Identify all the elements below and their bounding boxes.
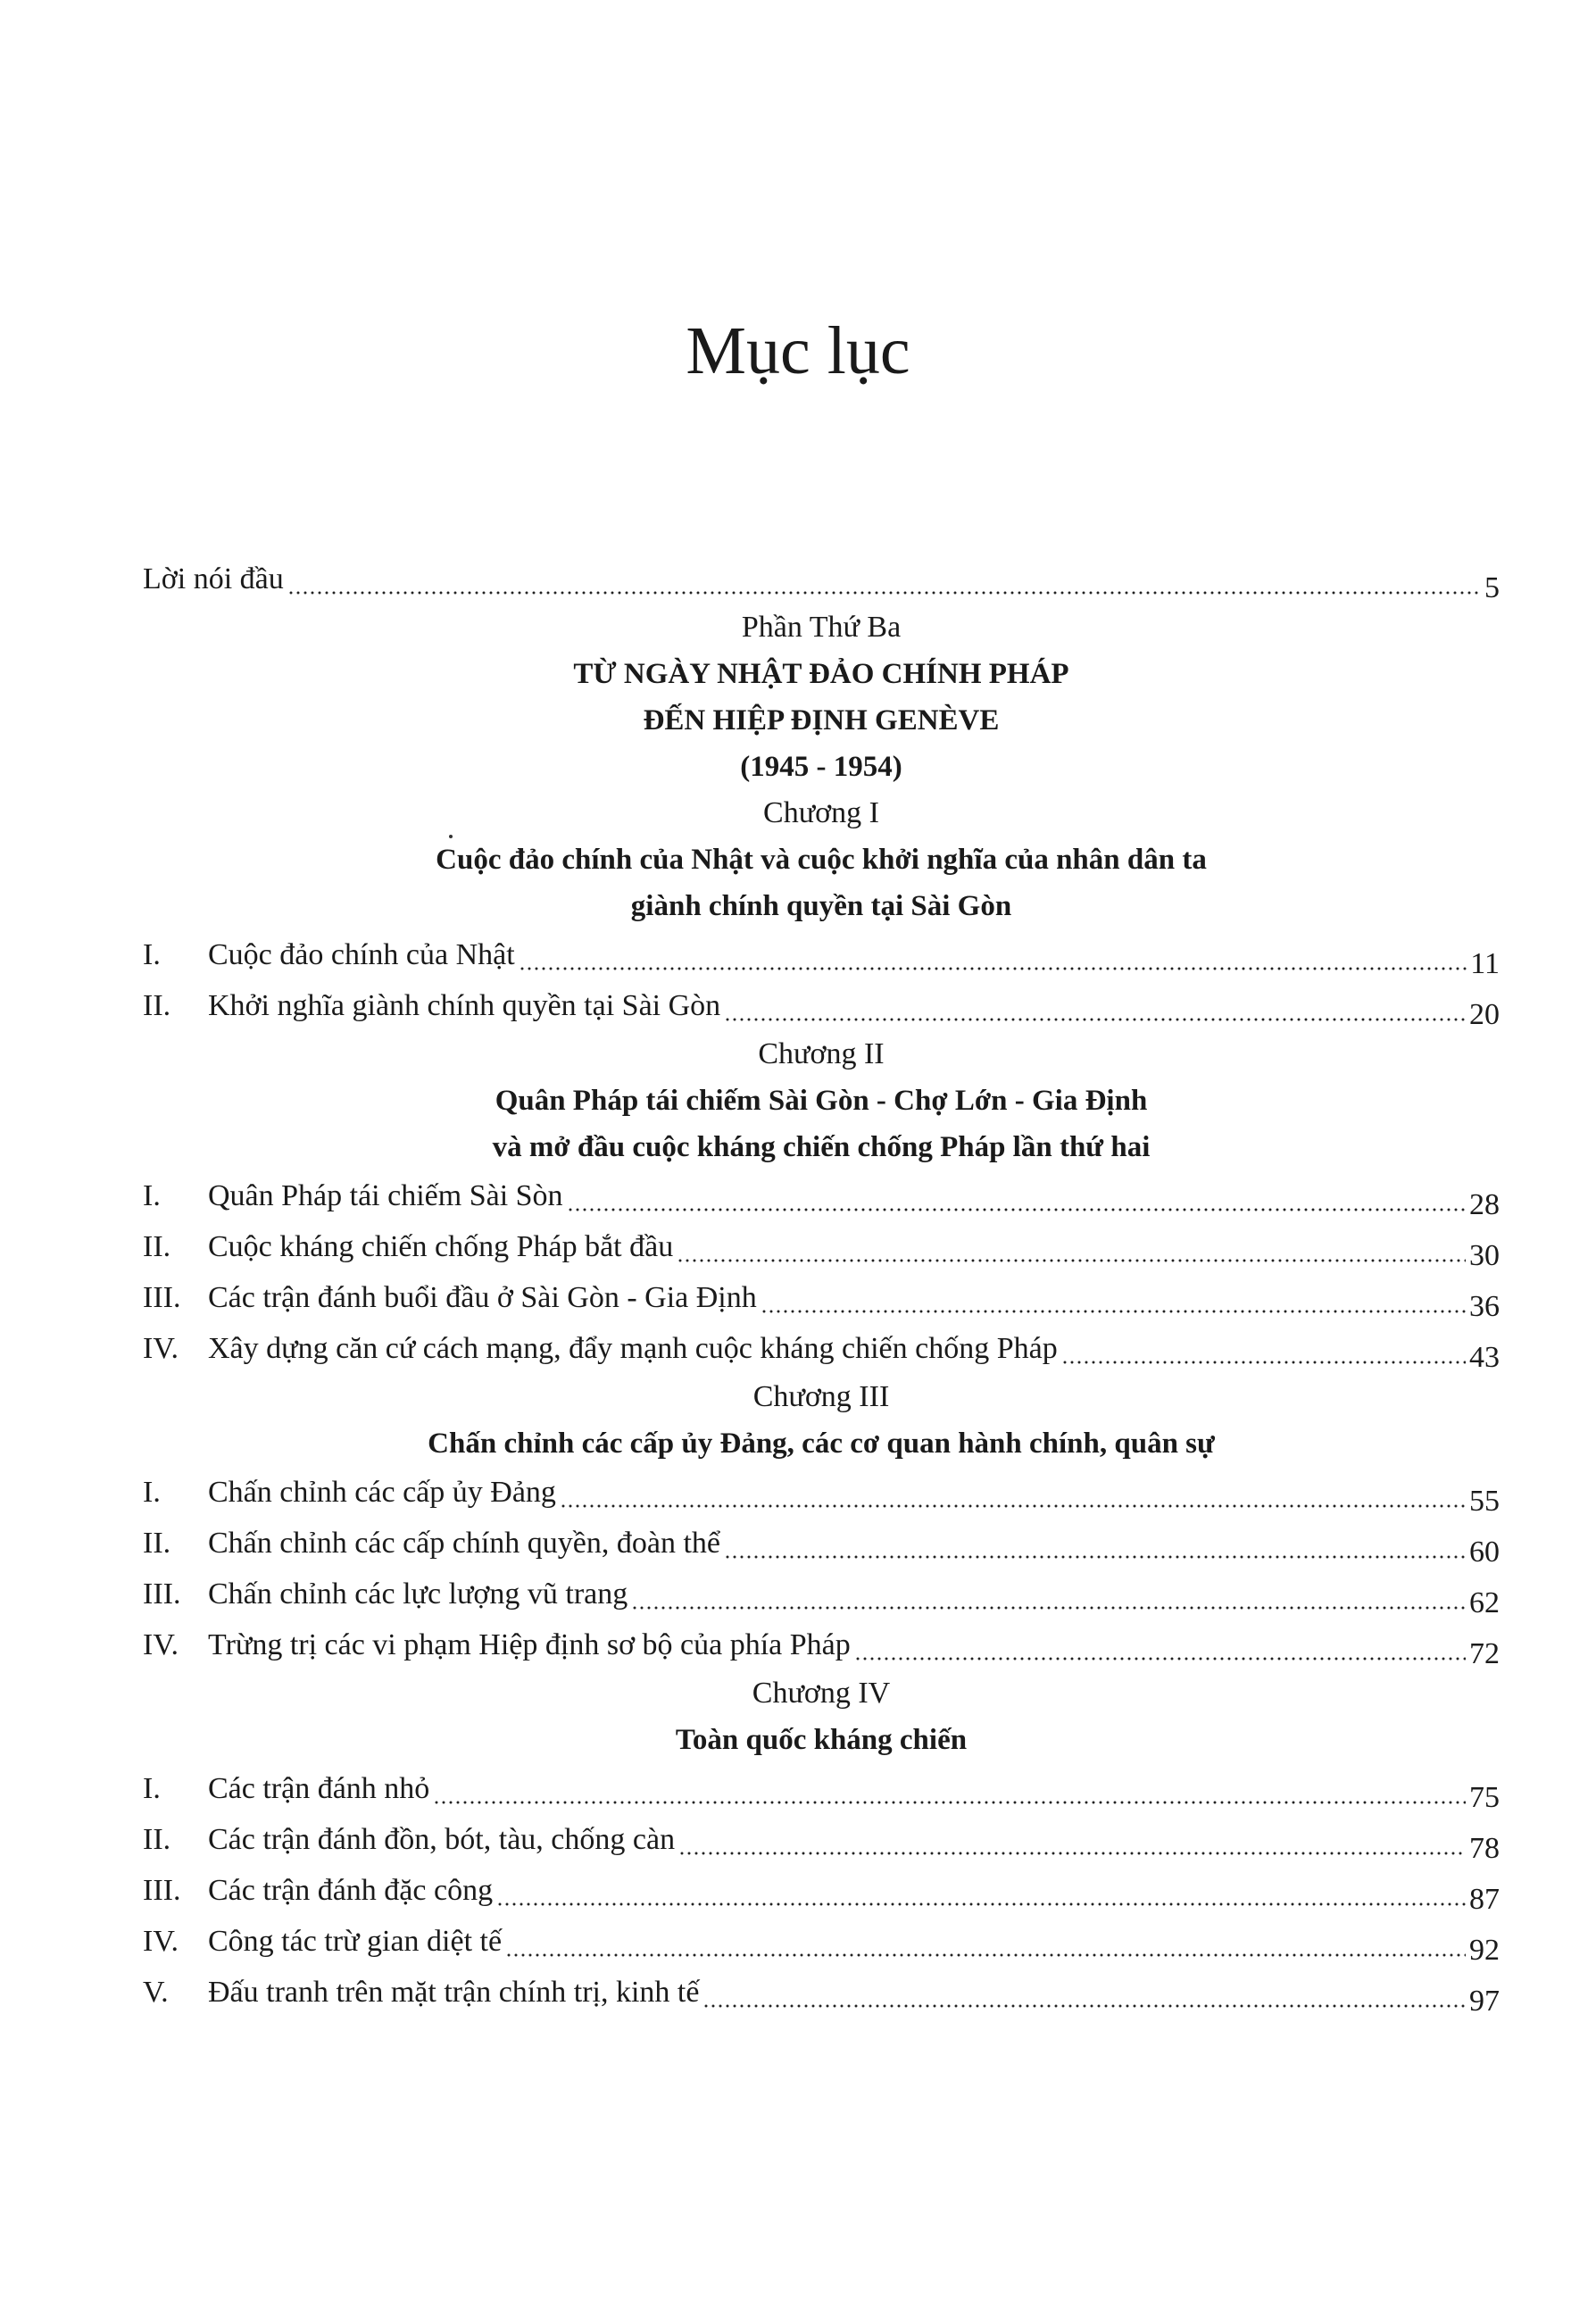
page-number: 55 (1469, 1485, 1500, 1518)
entry-title: Các trận đánh đặc công (208, 1874, 494, 1907)
entry-title: Khởi nghĩa giành chính quyền tại Sài Gòn (208, 989, 721, 1022)
entry-title: Các trận đánh nhỏ (208, 1772, 430, 1805)
dot-leader (631, 1569, 1466, 1619)
entry-number: IV. (143, 1925, 179, 1958)
toc-entry (143, 980, 1500, 1031)
dot-leader (761, 1272, 1466, 1323)
toc-entry (143, 1763, 1500, 1814)
entry-number: II. (143, 1527, 171, 1560)
entry-number: IV. (143, 1628, 179, 1661)
page-number: 72 (1469, 1637, 1500, 1670)
dot-leader (678, 1814, 1466, 1865)
entry-title: Công tác trừ gian diệt tế (208, 1925, 503, 1958)
page-number: 20 (1469, 998, 1500, 1031)
toc-entry (143, 1221, 1500, 1272)
page-number: 28 (1469, 1188, 1500, 1221)
dot-leader (505, 1916, 1466, 1967)
dot-leader (724, 1518, 1466, 1569)
section-heading: Chấn chỉnh các cấp ủy Đảng, các cơ quan hành chính, quân sự (428, 1428, 1215, 1460)
entry-title: Cuộc kháng chiến chống Pháp bắt đầu (208, 1230, 674, 1263)
entry-number: IV. (143, 1332, 179, 1365)
entry-title: Lời nói đầu (143, 562, 284, 595)
dot-leader (724, 980, 1466, 1031)
entry-number: II. (143, 989, 171, 1022)
entry-title: Cuộc đảo chính của Nhật (208, 938, 515, 971)
toc-entry (143, 1916, 1500, 1967)
entry-number: I. (143, 938, 161, 971)
entry-title: Đấu tranh trên mặt trận chính trị, kinh tế (208, 1976, 700, 2009)
entry-title: Các trận đánh buổi đầu ở Sài Gòn - Gia Định (208, 1281, 757, 1314)
toc-entry (143, 1814, 1500, 1865)
entry-title: Quân Pháp tái chiếm Sài Sòn (208, 1179, 563, 1212)
toc-entry (143, 1323, 1500, 1374)
chapter-label: Phần Thứ Ba (741, 611, 902, 644)
section-heading: ĐẾN HIỆP ĐỊNH GENÈVE (643, 704, 1000, 737)
toc-entry (143, 1170, 1500, 1221)
page-title: Mục lục (686, 313, 910, 388)
entry-number: I. (143, 1476, 161, 1509)
section-heading: Cuộc đảo chính của Nhật và cuộc khởi nghĩa của nhân dân ta (436, 844, 1207, 876)
entry-title: Chấn chỉnh các cấp chính quyền, đoàn thể (208, 1527, 721, 1560)
entry-title: Trừng trị các vi phạm Hiệp định sơ bộ của phía Pháp (208, 1628, 851, 1661)
dot-leader (433, 1763, 1466, 1814)
chapter-label: Chương II (758, 1037, 885, 1070)
page-number: 36 (1469, 1290, 1500, 1323)
page-number: 62 (1469, 1586, 1500, 1619)
entry-number: III. (143, 1874, 181, 1907)
dot-leader (287, 554, 1481, 604)
toc-entry (143, 554, 1500, 604)
toc-entry (143, 1967, 1500, 2018)
dot-leader (854, 1619, 1466, 1670)
toc-entry (143, 1865, 1500, 1916)
entry-number: II. (143, 1230, 171, 1263)
toc-entry (143, 1569, 1500, 1619)
dot-leader (496, 1865, 1466, 1916)
chapter-label: Chương III (752, 1380, 890, 1413)
page-number: 30 (1469, 1239, 1500, 1272)
entry-number: II. (143, 1823, 171, 1856)
chapter-label: Chương IV (752, 1677, 891, 1710)
chapter-label: Chương I (763, 796, 879, 829)
page-number: 75 (1469, 1781, 1500, 1814)
dot-leader (702, 1967, 1466, 2018)
entry-number: V. (143, 1976, 169, 2009)
dot-leader (677, 1221, 1466, 1272)
page-number: 5 (1484, 571, 1500, 604)
table-of-contents (143, 554, 1500, 2018)
toc-entry (143, 1619, 1500, 1670)
entry-title: Xây dựng căn cứ cách mạng, đẩy mạnh cuộc kháng chiến chống Pháp (208, 1332, 1058, 1365)
dot-leader (1061, 1323, 1466, 1374)
entry-title: Chấn chỉnh các lực lượng vũ trang (208, 1577, 628, 1611)
section-heading: giành chính quyền tại Sài Gòn (630, 890, 1012, 922)
section-heading: Toàn quốc kháng chiến (675, 1724, 968, 1756)
toc-entry (143, 1518, 1500, 1569)
section-heading: và mở đầu cuộc kháng chiến chống Pháp lần thứ hai (492, 1131, 1151, 1163)
entry-number: I. (143, 1772, 161, 1805)
entry-title: Chấn chỉnh các cấp ủy Đảng (208, 1476, 556, 1509)
dot-leader (519, 929, 1467, 980)
page-number: 78 (1469, 1832, 1500, 1865)
dot-leader (567, 1170, 1466, 1221)
page-number: 87 (1469, 1883, 1500, 1916)
page-number: 11 (1470, 947, 1500, 980)
entry-number: I. (143, 1179, 161, 1212)
section-heading: (1945 - 1954) (740, 751, 902, 783)
page-number: 43 (1469, 1341, 1500, 1374)
entry-number: III. (143, 1281, 181, 1314)
page-number: 97 (1469, 1985, 1500, 2018)
toc-entry (143, 1272, 1500, 1323)
toc-entry (143, 1467, 1500, 1518)
toc-entry (143, 929, 1500, 980)
entry-title: Các trận đánh đồn, bót, tàu, chống càn (208, 1823, 676, 1856)
section-heading: Quân Pháp tái chiếm Sài Gòn - Chợ Lớn - Gia Định (495, 1085, 1148, 1117)
page-number: 92 (1469, 1934, 1500, 1967)
section-heading: TỪ NGÀY NHẬT ĐẢO CHÍNH PHÁP (573, 658, 1069, 690)
entry-number: III. (143, 1577, 181, 1611)
page-number: 60 (1469, 1536, 1500, 1569)
dot-leader (560, 1467, 1466, 1518)
